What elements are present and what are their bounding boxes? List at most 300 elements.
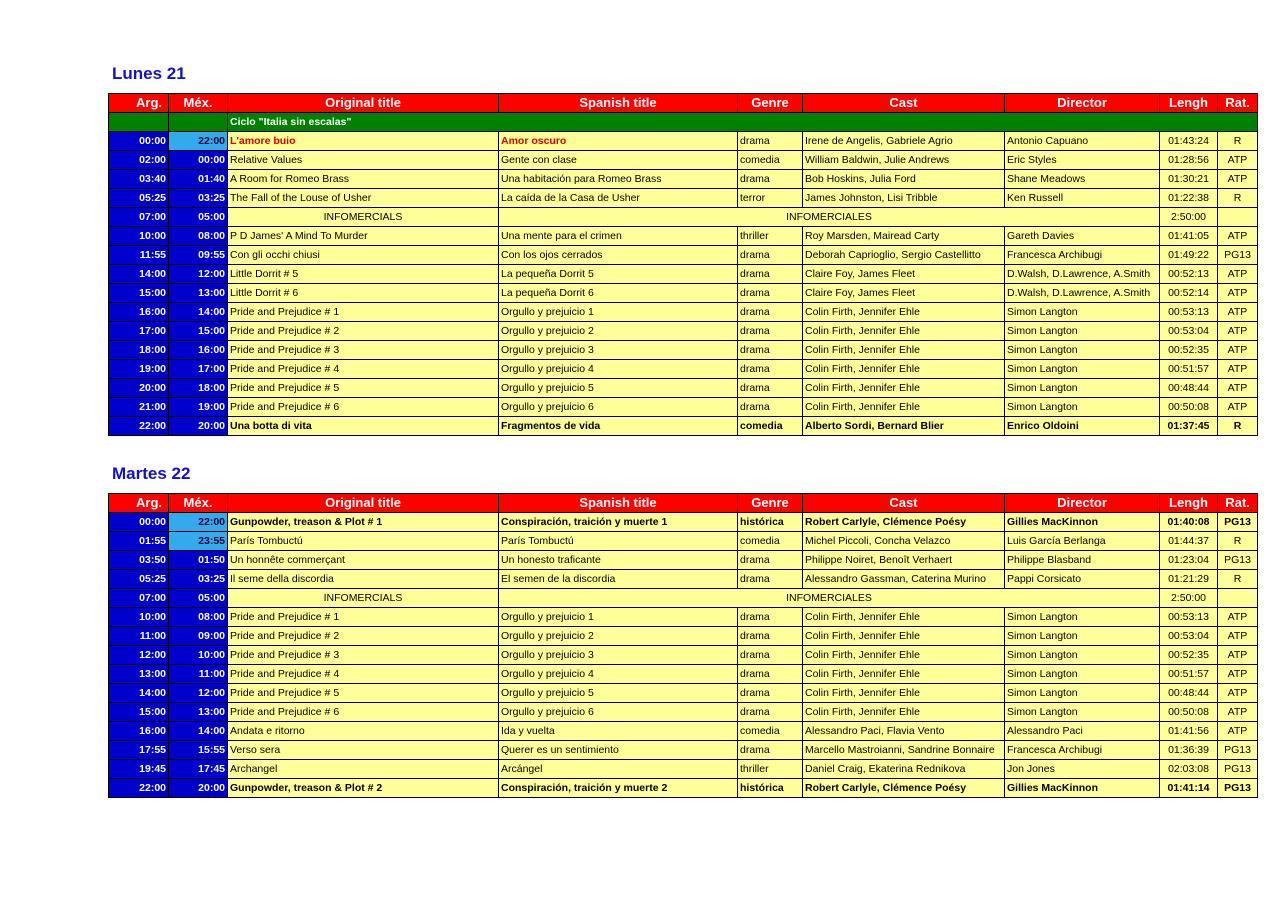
table-row	[109, 265, 1258, 284]
genre: terror	[738, 189, 803, 208]
table-row	[109, 760, 1258, 779]
cast: Colin Firth, Jennifer Ehle	[803, 341, 1005, 360]
director: Simon Langton	[1005, 703, 1160, 722]
genre: drama	[738, 398, 803, 417]
table-row	[109, 551, 1258, 570]
director: D.Walsh, D.Lawrence, A.Smith	[1005, 284, 1160, 303]
time-arg: 12:00	[109, 646, 169, 665]
time-mex: 23:55	[169, 532, 228, 551]
original-title: Pride and Prejudice # 5	[228, 379, 499, 398]
table-row	[109, 189, 1258, 208]
time-mex: 01:40	[169, 170, 228, 189]
original-title: INFOMERCIALS	[228, 208, 499, 227]
spanish-title: Gente con clase	[499, 151, 738, 170]
length: 01:22:38	[1160, 189, 1218, 208]
table-row	[109, 684, 1258, 703]
time-arg: 11:55	[109, 246, 169, 265]
length: 2:50:00	[1160, 589, 1218, 608]
rating: ATP	[1218, 665, 1258, 684]
spanish-title: Orgullo y prejuicio 1	[499, 608, 738, 627]
length: 01:37:45	[1160, 417, 1218, 436]
table-row	[109, 703, 1258, 722]
genre: drama	[738, 284, 803, 303]
table-row	[109, 779, 1258, 798]
spanish-title: Una habitación para Romeo Brass	[499, 170, 738, 189]
director: Simon Langton	[1005, 646, 1160, 665]
length: 01:28:56	[1160, 151, 1218, 170]
length: 01:21:29	[1160, 570, 1218, 589]
spanish-title: Orgullo y prejuicio 5	[499, 379, 738, 398]
time-mex: 22:00	[169, 132, 228, 151]
cast: Colin Firth, Jennifer Ehle	[803, 398, 1005, 417]
time-arg: 17:00	[109, 322, 169, 341]
time-arg: 07:00	[109, 589, 169, 608]
cast: William Baldwin, Julie Andrews	[803, 151, 1005, 170]
spanish-title: Conspiración, traición y muerte 2	[499, 779, 738, 798]
rating: ATP	[1218, 398, 1258, 417]
original-title: Pride and Prejudice # 4	[228, 665, 499, 684]
time-mex: 00:00	[169, 151, 228, 170]
rating: R	[1218, 189, 1258, 208]
rating: ATP	[1218, 608, 1258, 627]
cast: Claire Foy, James Fleet	[803, 265, 1005, 284]
time-mex: 03:25	[169, 189, 228, 208]
cast: Colin Firth, Jennifer Ehle	[803, 627, 1005, 646]
header-original-title: Original title	[228, 494, 499, 513]
time-mex: 22:00	[169, 513, 228, 532]
original-title: Pride and Prejudice # 6	[228, 703, 499, 722]
header-rating: Rat.	[1218, 494, 1258, 513]
cast: Bob Hoskins, Julia Ford	[803, 170, 1005, 189]
genre: drama	[738, 608, 803, 627]
time-arg: 18:00	[109, 341, 169, 360]
ciclo-blank	[169, 113, 228, 132]
time-arg: 03:50	[109, 551, 169, 570]
length: 01:41:05	[1160, 227, 1218, 246]
rating	[1218, 208, 1258, 227]
spanish-title: Orgullo y prejuicio 6	[499, 398, 738, 417]
time-mex: 15:00	[169, 322, 228, 341]
ciclo-row	[109, 113, 1258, 132]
original-title: INFOMERCIALS	[228, 589, 499, 608]
director: Simon Langton	[1005, 684, 1160, 703]
spanish-title: Orgullo y prejuicio 3	[499, 341, 738, 360]
time-arg: 14:00	[109, 265, 169, 284]
spanish-title: Orgullo y prejuicio 1	[499, 303, 738, 322]
original-title: Andata e ritorno	[228, 722, 499, 741]
table-row	[109, 170, 1258, 189]
table-row	[109, 341, 1258, 360]
header-cast: Cast	[803, 494, 1005, 513]
length: 00:50:08	[1160, 398, 1218, 417]
cast: Colin Firth, Jennifer Ehle	[803, 322, 1005, 341]
cast: Colin Firth, Jennifer Ehle	[803, 684, 1005, 703]
genre: comedia	[738, 532, 803, 551]
spanish-title: Fragmentos de vida	[499, 417, 738, 436]
director: Enrico Oldoini	[1005, 417, 1160, 436]
spanish-title: Un honesto traficante	[499, 551, 738, 570]
spanish-title: Orgullo y prejuicio 3	[499, 646, 738, 665]
time-arg: 10:00	[109, 608, 169, 627]
table-row	[109, 722, 1258, 741]
length: 00:53:04	[1160, 322, 1218, 341]
rating: ATP	[1218, 322, 1258, 341]
rating: ATP	[1218, 684, 1258, 703]
time-arg: 20:00	[109, 379, 169, 398]
time-arg: 22:00	[109, 779, 169, 798]
cast: Alberto Sordi, Bernard Blier	[803, 417, 1005, 436]
time-arg: 13:00	[109, 665, 169, 684]
time-mex: 19:00	[169, 398, 228, 417]
director: Ken Russell	[1005, 189, 1160, 208]
length: 01:40:08	[1160, 513, 1218, 532]
original-title: Una botta di vita	[228, 417, 499, 436]
original-title: A Room for Romeo Brass	[228, 170, 499, 189]
length: 00:50:08	[1160, 703, 1218, 722]
time-arg: 07:00	[109, 208, 169, 227]
director: Simon Langton	[1005, 341, 1160, 360]
cast: Alessandro Paci, Flavia Vento	[803, 722, 1005, 741]
time-mex: 03:25	[169, 570, 228, 589]
time-arg: 19:45	[109, 760, 169, 779]
original-title: París Tombuctú	[228, 532, 499, 551]
rating: R	[1218, 570, 1258, 589]
director: Luis García Berlanga	[1005, 532, 1160, 551]
genre: comedia	[738, 151, 803, 170]
genre: drama	[738, 570, 803, 589]
spanish-title: Orgullo y prejuicio 2	[499, 627, 738, 646]
original-title: Pride and Prejudice # 1	[228, 303, 499, 322]
spanish-title: Una mente para el crimen	[499, 227, 738, 246]
genre: drama	[738, 379, 803, 398]
time-mex: 16:00	[169, 341, 228, 360]
spanish-title: Ida y vuelta	[499, 722, 738, 741]
length: 00:52:35	[1160, 341, 1218, 360]
table-row	[109, 379, 1258, 398]
time-mex: 10:00	[169, 646, 228, 665]
director: Simon Langton	[1005, 665, 1160, 684]
length: 01:41:14	[1160, 779, 1218, 798]
length: 00:51:57	[1160, 360, 1218, 379]
original-title: Pride and Prejudice # 4	[228, 360, 499, 379]
director: Alessandro Paci	[1005, 722, 1160, 741]
cast: Daniel Craig, Ekaterina Rednikova	[803, 760, 1005, 779]
time-mex: 18:00	[169, 379, 228, 398]
time-arg: 19:00	[109, 360, 169, 379]
genre: thriller	[738, 760, 803, 779]
original-title: Il seme della discordia	[228, 570, 499, 589]
genre: drama	[738, 132, 803, 151]
director: D.Walsh, D.Lawrence, A.Smith	[1005, 265, 1160, 284]
genre: drama	[738, 341, 803, 360]
table-row	[109, 570, 1258, 589]
rating: ATP	[1218, 360, 1258, 379]
time-arg: 16:00	[109, 722, 169, 741]
original-title: Pride and Prejudice # 1	[228, 608, 499, 627]
time-mex: 09:55	[169, 246, 228, 265]
original-title: Relative Values	[228, 151, 499, 170]
director: Philippe Blasband	[1005, 551, 1160, 570]
time-mex: 15:55	[169, 741, 228, 760]
rating: ATP	[1218, 303, 1258, 322]
cast: Colin Firth, Jennifer Ehle	[803, 646, 1005, 665]
header-length: Lengh	[1160, 494, 1218, 513]
length: 00:52:13	[1160, 265, 1218, 284]
director: Antonio Capuano	[1005, 132, 1160, 151]
spanish-title: Orgullo y prejuicio 4	[499, 665, 738, 684]
rating: ATP	[1218, 722, 1258, 741]
cast: Roy Marsden, Mairead Carty	[803, 227, 1005, 246]
cast: Irene de Angelis, Gabriele Agrio	[803, 132, 1005, 151]
original-title: Un honnête commerçant	[228, 551, 499, 570]
cast: Colin Firth, Jennifer Ehle	[803, 360, 1005, 379]
length: 00:52:14	[1160, 284, 1218, 303]
cast: Robert Carlyle, Clémence Poésy	[803, 513, 1005, 532]
time-arg: 22:00	[109, 417, 169, 436]
ciclo-label: Ciclo "Italia sin escalas"	[228, 113, 1258, 132]
time-arg: 15:00	[109, 284, 169, 303]
table-row	[109, 627, 1258, 646]
genre: drama	[738, 303, 803, 322]
rating: PG13	[1218, 741, 1258, 760]
spanish-title: La caída de la Casa de Usher	[499, 189, 738, 208]
table-row	[109, 398, 1258, 417]
rating: ATP	[1218, 646, 1258, 665]
spanish-title: Orgullo y prejuicio 6	[499, 703, 738, 722]
time-arg: 16:00	[109, 303, 169, 322]
time-arg: 17:55	[109, 741, 169, 760]
original-title: The Fall of the Louse of Usher	[228, 189, 499, 208]
genre: thriller	[738, 227, 803, 246]
length: 00:48:44	[1160, 379, 1218, 398]
table-row	[109, 360, 1258, 379]
time-mex: 05:00	[169, 589, 228, 608]
director: Simon Langton	[1005, 627, 1160, 646]
rating: ATP	[1218, 703, 1258, 722]
time-arg: 01:55	[109, 532, 169, 551]
original-title: Gunpowder, treason & Plot # 2	[228, 779, 499, 798]
genre: histórica	[738, 779, 803, 798]
director: Francesca Archibugi	[1005, 741, 1160, 760]
spanish-title: INFOMERCIALES	[499, 208, 1160, 227]
header-arg: Arg.	[109, 94, 169, 113]
genre: drama	[738, 741, 803, 760]
header-director: Director	[1005, 494, 1160, 513]
time-mex: 12:00	[169, 265, 228, 284]
original-title: P D James' A Mind To Murder	[228, 227, 499, 246]
spanish-title: Conspiración, traición y muerte 1	[499, 513, 738, 532]
original-title: Little Dorrit # 6	[228, 284, 499, 303]
time-mex: 17:45	[169, 760, 228, 779]
cast: Colin Firth, Jennifer Ehle	[803, 665, 1005, 684]
director: Francesca Archibugi	[1005, 246, 1160, 265]
rating: R	[1218, 532, 1258, 551]
cast: Marcello Mastroianni, Sandrine Bonnaire	[803, 741, 1005, 760]
length: 01:36:39	[1160, 741, 1218, 760]
spanish-title: Orgullo y prejuicio 4	[499, 360, 738, 379]
time-arg: 00:00	[109, 513, 169, 532]
time-arg: 15:00	[109, 703, 169, 722]
genre: drama	[738, 170, 803, 189]
spanish-title: Amor oscuro	[499, 132, 738, 151]
time-mex: 20:00	[169, 779, 228, 798]
time-arg: 11:00	[109, 627, 169, 646]
time-mex: 08:00	[169, 227, 228, 246]
cast: James Johnston, Lisi Tribble	[803, 189, 1005, 208]
time-arg: 10:00	[109, 227, 169, 246]
director: Simon Langton	[1005, 608, 1160, 627]
rating: ATP	[1218, 265, 1258, 284]
table-row	[109, 208, 1258, 227]
table-row	[109, 284, 1258, 303]
table-row	[109, 322, 1258, 341]
table-row	[109, 608, 1258, 627]
table-row	[109, 589, 1258, 608]
director: Gareth Davies	[1005, 227, 1160, 246]
original-title: Pride and Prejudice # 2	[228, 627, 499, 646]
schedule-table-martes	[108, 493, 1258, 798]
cast: Deborah Caprioglio, Sergio Castellitto	[803, 246, 1005, 265]
director: Pappi Corsicato	[1005, 570, 1160, 589]
table-row	[109, 303, 1258, 322]
time-mex: 12:00	[169, 684, 228, 703]
genre: histórica	[738, 513, 803, 532]
spanish-title: Orgullo y prejuicio 5	[499, 684, 738, 703]
cast: Colin Firth, Jennifer Ehle	[803, 608, 1005, 627]
length: 01:43:24	[1160, 132, 1218, 151]
cast: Robert Carlyle, Clémence Poésy	[803, 779, 1005, 798]
spanish-title: Orgullo y prejuicio 2	[499, 322, 738, 341]
time-arg: 03:40	[109, 170, 169, 189]
header-original-title: Original title	[228, 94, 499, 113]
length: 00:53:04	[1160, 627, 1218, 646]
original-title: Pride and Prejudice # 3	[228, 341, 499, 360]
spanish-title: París Tombuctú	[499, 532, 738, 551]
table-row	[109, 246, 1258, 265]
length: 02:03:08	[1160, 760, 1218, 779]
spanish-title: La pequeña Dorrit 6	[499, 284, 738, 303]
spanish-title: El semen de la discordia	[499, 570, 738, 589]
time-mex: 11:00	[169, 665, 228, 684]
table-row	[109, 741, 1258, 760]
schedule-table-lunes	[108, 93, 1258, 436]
rating: PG13	[1218, 551, 1258, 570]
time-mex: 05:00	[169, 208, 228, 227]
genre: comedia	[738, 722, 803, 741]
header-genre: Genre	[738, 494, 803, 513]
original-title: Pride and Prejudice # 5	[228, 684, 499, 703]
rating: ATP	[1218, 170, 1258, 189]
rating: R	[1218, 132, 1258, 151]
time-mex: 14:00	[169, 722, 228, 741]
genre: drama	[738, 665, 803, 684]
length: 01:49:22	[1160, 246, 1218, 265]
time-mex: 14:00	[169, 303, 228, 322]
director: Simon Langton	[1005, 379, 1160, 398]
time-mex: 13:00	[169, 284, 228, 303]
time-arg: 14:00	[109, 684, 169, 703]
rating: PG13	[1218, 513, 1258, 532]
time-mex: 13:00	[169, 703, 228, 722]
original-title: Con gli occhi chiusi	[228, 246, 499, 265]
original-title: Pride and Prejudice # 6	[228, 398, 499, 417]
director: Gillies MacKinnon	[1005, 779, 1160, 798]
table-row	[109, 513, 1258, 532]
time-mex: 20:00	[169, 417, 228, 436]
length: 00:53:13	[1160, 303, 1218, 322]
header-mex: Méx.	[169, 494, 228, 513]
header-row	[109, 94, 1258, 113]
cast: Colin Firth, Jennifer Ehle	[803, 379, 1005, 398]
director: Simon Langton	[1005, 398, 1160, 417]
genre: drama	[738, 646, 803, 665]
header-spanish-title: Spanish title	[499, 494, 738, 513]
original-title: Pride and Prejudice # 2	[228, 322, 499, 341]
rating: PG13	[1218, 779, 1258, 798]
day-title-martes: Martes 22	[112, 464, 191, 483]
time-arg: 05:25	[109, 189, 169, 208]
cast: Alessandro Gassman, Caterina Murino	[803, 570, 1005, 589]
original-title: Little Dorrit # 5	[228, 265, 499, 284]
genre: drama	[738, 627, 803, 646]
original-title: L'amore buio	[228, 132, 499, 151]
header-length: Lengh	[1160, 94, 1218, 113]
time-mex: 08:00	[169, 608, 228, 627]
length: 01:23:04	[1160, 551, 1218, 570]
rating	[1218, 589, 1258, 608]
length: 00:53:13	[1160, 608, 1218, 627]
time-arg: 05:25	[109, 570, 169, 589]
time-mex: 09:00	[169, 627, 228, 646]
rating: ATP	[1218, 151, 1258, 170]
header-arg: Arg.	[109, 494, 169, 513]
genre: drama	[738, 265, 803, 284]
time-arg: 21:00	[109, 398, 169, 417]
header-spanish-title: Spanish title	[499, 94, 738, 113]
rating: ATP	[1218, 284, 1258, 303]
ciclo-blank	[109, 113, 169, 132]
rating: R	[1218, 417, 1258, 436]
genre: drama	[738, 703, 803, 722]
director: Simon Langton	[1005, 303, 1160, 322]
length: 01:44:37	[1160, 532, 1218, 551]
length: 00:48:44	[1160, 684, 1218, 703]
genre: drama	[738, 551, 803, 570]
time-mex: 17:00	[169, 360, 228, 379]
spanish-title: Arcángel	[499, 760, 738, 779]
rating: ATP	[1218, 627, 1258, 646]
length: 2:50:00	[1160, 208, 1218, 227]
genre: drama	[738, 684, 803, 703]
rating: PG13	[1218, 246, 1258, 265]
table-row	[109, 417, 1258, 436]
spanish-title: Querer es un sentimiento	[499, 741, 738, 760]
header-rating: Rat.	[1218, 94, 1258, 113]
spanish-title: Con los ojos cerrados	[499, 246, 738, 265]
header-genre: Genre	[738, 94, 803, 113]
cast: Michel Piccoli, Concha Velazco	[803, 532, 1005, 551]
rating: ATP	[1218, 379, 1258, 398]
genre: drama	[738, 360, 803, 379]
director: Gillies MacKinnon	[1005, 513, 1160, 532]
spanish-title: La pequeña Dorrit 5	[499, 265, 738, 284]
header-director: Director	[1005, 94, 1160, 113]
spanish-title: INFOMERCIALES	[499, 589, 1160, 608]
cast: Colin Firth, Jennifer Ehle	[803, 703, 1005, 722]
genre: drama	[738, 322, 803, 341]
length: 01:30:21	[1160, 170, 1218, 189]
time-arg: 00:00	[109, 132, 169, 151]
